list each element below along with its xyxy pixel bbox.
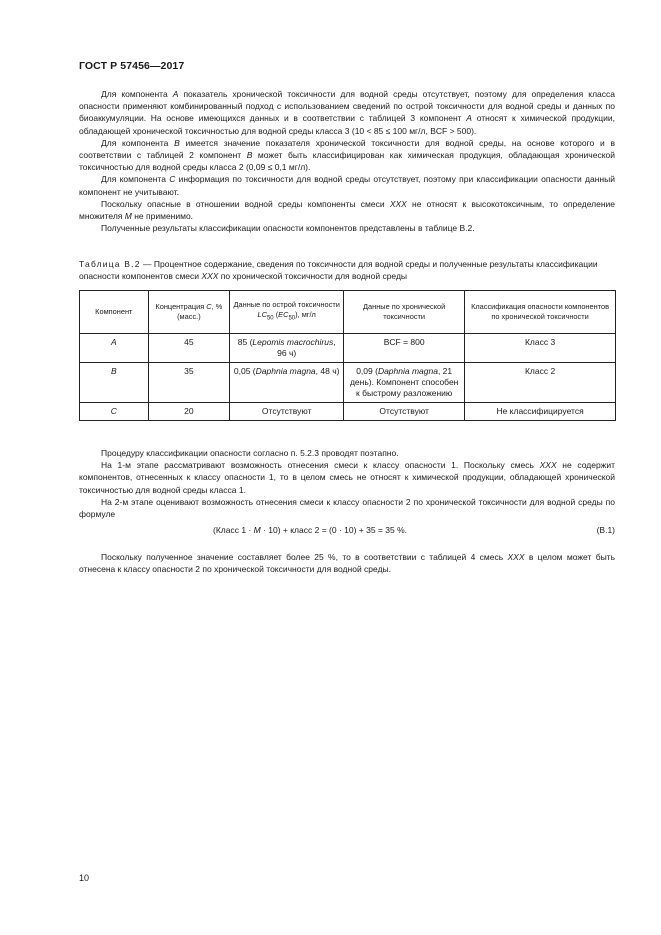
cell-acute: 85 (Lepomis macrochirus, 96 ч) xyxy=(230,334,344,363)
paragraphs-mid xyxy=(79,447,615,520)
table-row xyxy=(80,334,616,363)
cell-class: Класс 3 xyxy=(465,334,616,363)
paragraph: На 1-м этапе рассматривают возможность отнесения смеси к классу опасности 1. Поскольку смесь XXX не содержит компонентов, отнесенных к классу опасности 1, то в целом смесь не относят к химической продукции, обладающей хронической токсичностью для водной среды класса 1. xyxy=(79,460,616,495)
table-caption xyxy=(79,258,615,282)
components-table xyxy=(79,290,616,421)
cell-acute: 0,05 (Daphnia magna, 48 ч) xyxy=(230,363,344,403)
table-row xyxy=(80,363,616,403)
paragraph: Полученные результаты классификации опасности компонентов представлены в таблице В.2. xyxy=(101,223,475,234)
paragraphs-bottom xyxy=(79,551,615,575)
paragraph: Для компонента B имеется значение показателя хронической токсичности для водной среды, на основе которого и в соответствии с таблицей 2 компонент B может быть классифицирован как химическая продукция, обладающая хронической токсичностью для водной среды класса 2 (0,09 ≤ 0,1 мг/л). xyxy=(79,137,615,173)
header-acute-toxicity: Данные по острой токсичности $LC_{50}$ $(EC_{50})$, мг/л xyxy=(230,291,344,334)
cell-chronic: 0,09 (Daphnia magna, 21 день). Компонент способен к быстрому разложению xyxy=(344,363,465,403)
paragraph: Поскольку опасные в отношении водной среды компоненты смеси XXX не относят к высокотоксичным, то определение множителя M не применимо. xyxy=(79,198,616,222)
cell-concentration: 20 xyxy=(148,403,230,421)
cell-component: A xyxy=(80,334,149,363)
cell-concentration: 35 xyxy=(148,363,230,403)
document-header: ГОСТ Р 57456—2017 xyxy=(79,60,185,72)
header-classification: Классификация опасности компонентов по хронической токсичности xyxy=(465,291,616,334)
paragraph: Для компонента C информация по токсичности для водной среды отсутствует, поэтому при классификации опасности данный компонент не учитывают. xyxy=(79,174,615,197)
table-caption-text: — Процентное содержание, сведения по токсичности для водной среды и полученные результаты классификации опасности компонентов смеси XXX по хронической токсичности для водной среды xyxy=(79,259,598,282)
cell-class: Не классифицируется xyxy=(465,403,616,421)
cell-component: B xyxy=(80,363,149,403)
paragraph: Процедуру классификации опасности согласно п. 5.2.3 проводят поэтапно. xyxy=(101,448,399,458)
paragraph: Поскольку полученное значение составляет более 25 %, то в соответствии с таблицей 4 смесь XXX в целом может быть отнесена к классу опасности 2 по хронической токсичности для водной среды. xyxy=(79,552,616,575)
cell-chronic: Отсутствуют xyxy=(344,403,465,421)
formula-expression: (Класс 1 · M · 10) + класс 2 = (0 · 10) + 35 = 35 %. xyxy=(213,525,407,535)
table-header-row xyxy=(80,291,616,334)
paragraphs-top xyxy=(79,88,615,234)
table-caption-label: Таблица В.2 xyxy=(79,259,141,269)
cell-concentration: 45 xyxy=(148,334,230,363)
header-component: Компонент xyxy=(80,291,149,334)
page-number: 10 xyxy=(79,873,90,883)
cell-acute: Отсутствуют xyxy=(230,403,344,421)
cell-component: C xyxy=(80,403,149,421)
cell-chronic: BCF = 800 xyxy=(344,334,465,363)
cell-class: Класс 2 xyxy=(465,363,616,403)
header-chronic-toxicity: Данные по хронической токсичности xyxy=(344,291,465,334)
header-concentration: Концентрация C, % (масс.) xyxy=(148,291,230,334)
paragraph: На 2-м этапе оценивают возможность отнесения смеси к классу опасности 2 по хронической токсичности для водной среды по формуле xyxy=(79,496,615,520)
formula-number: (В.1) xyxy=(596,525,615,535)
paragraph: Для компонента A показатель хронической токсичности для водной среды отсутствует, поэтому для определения класса опасности применяют комбинированный подход с использованием сведений по острой токсичности для водной среды и данных по биоаккумуляции. На основе имеющихся данных и в соответствии с таблицей 3 компонент A относят к химической продукции, обладающей хронической токсичностью для водной среды класса 3 (10 < 85 ≤ 100 мг/л, BCF > 500). xyxy=(79,89,616,136)
table-row xyxy=(80,403,616,421)
